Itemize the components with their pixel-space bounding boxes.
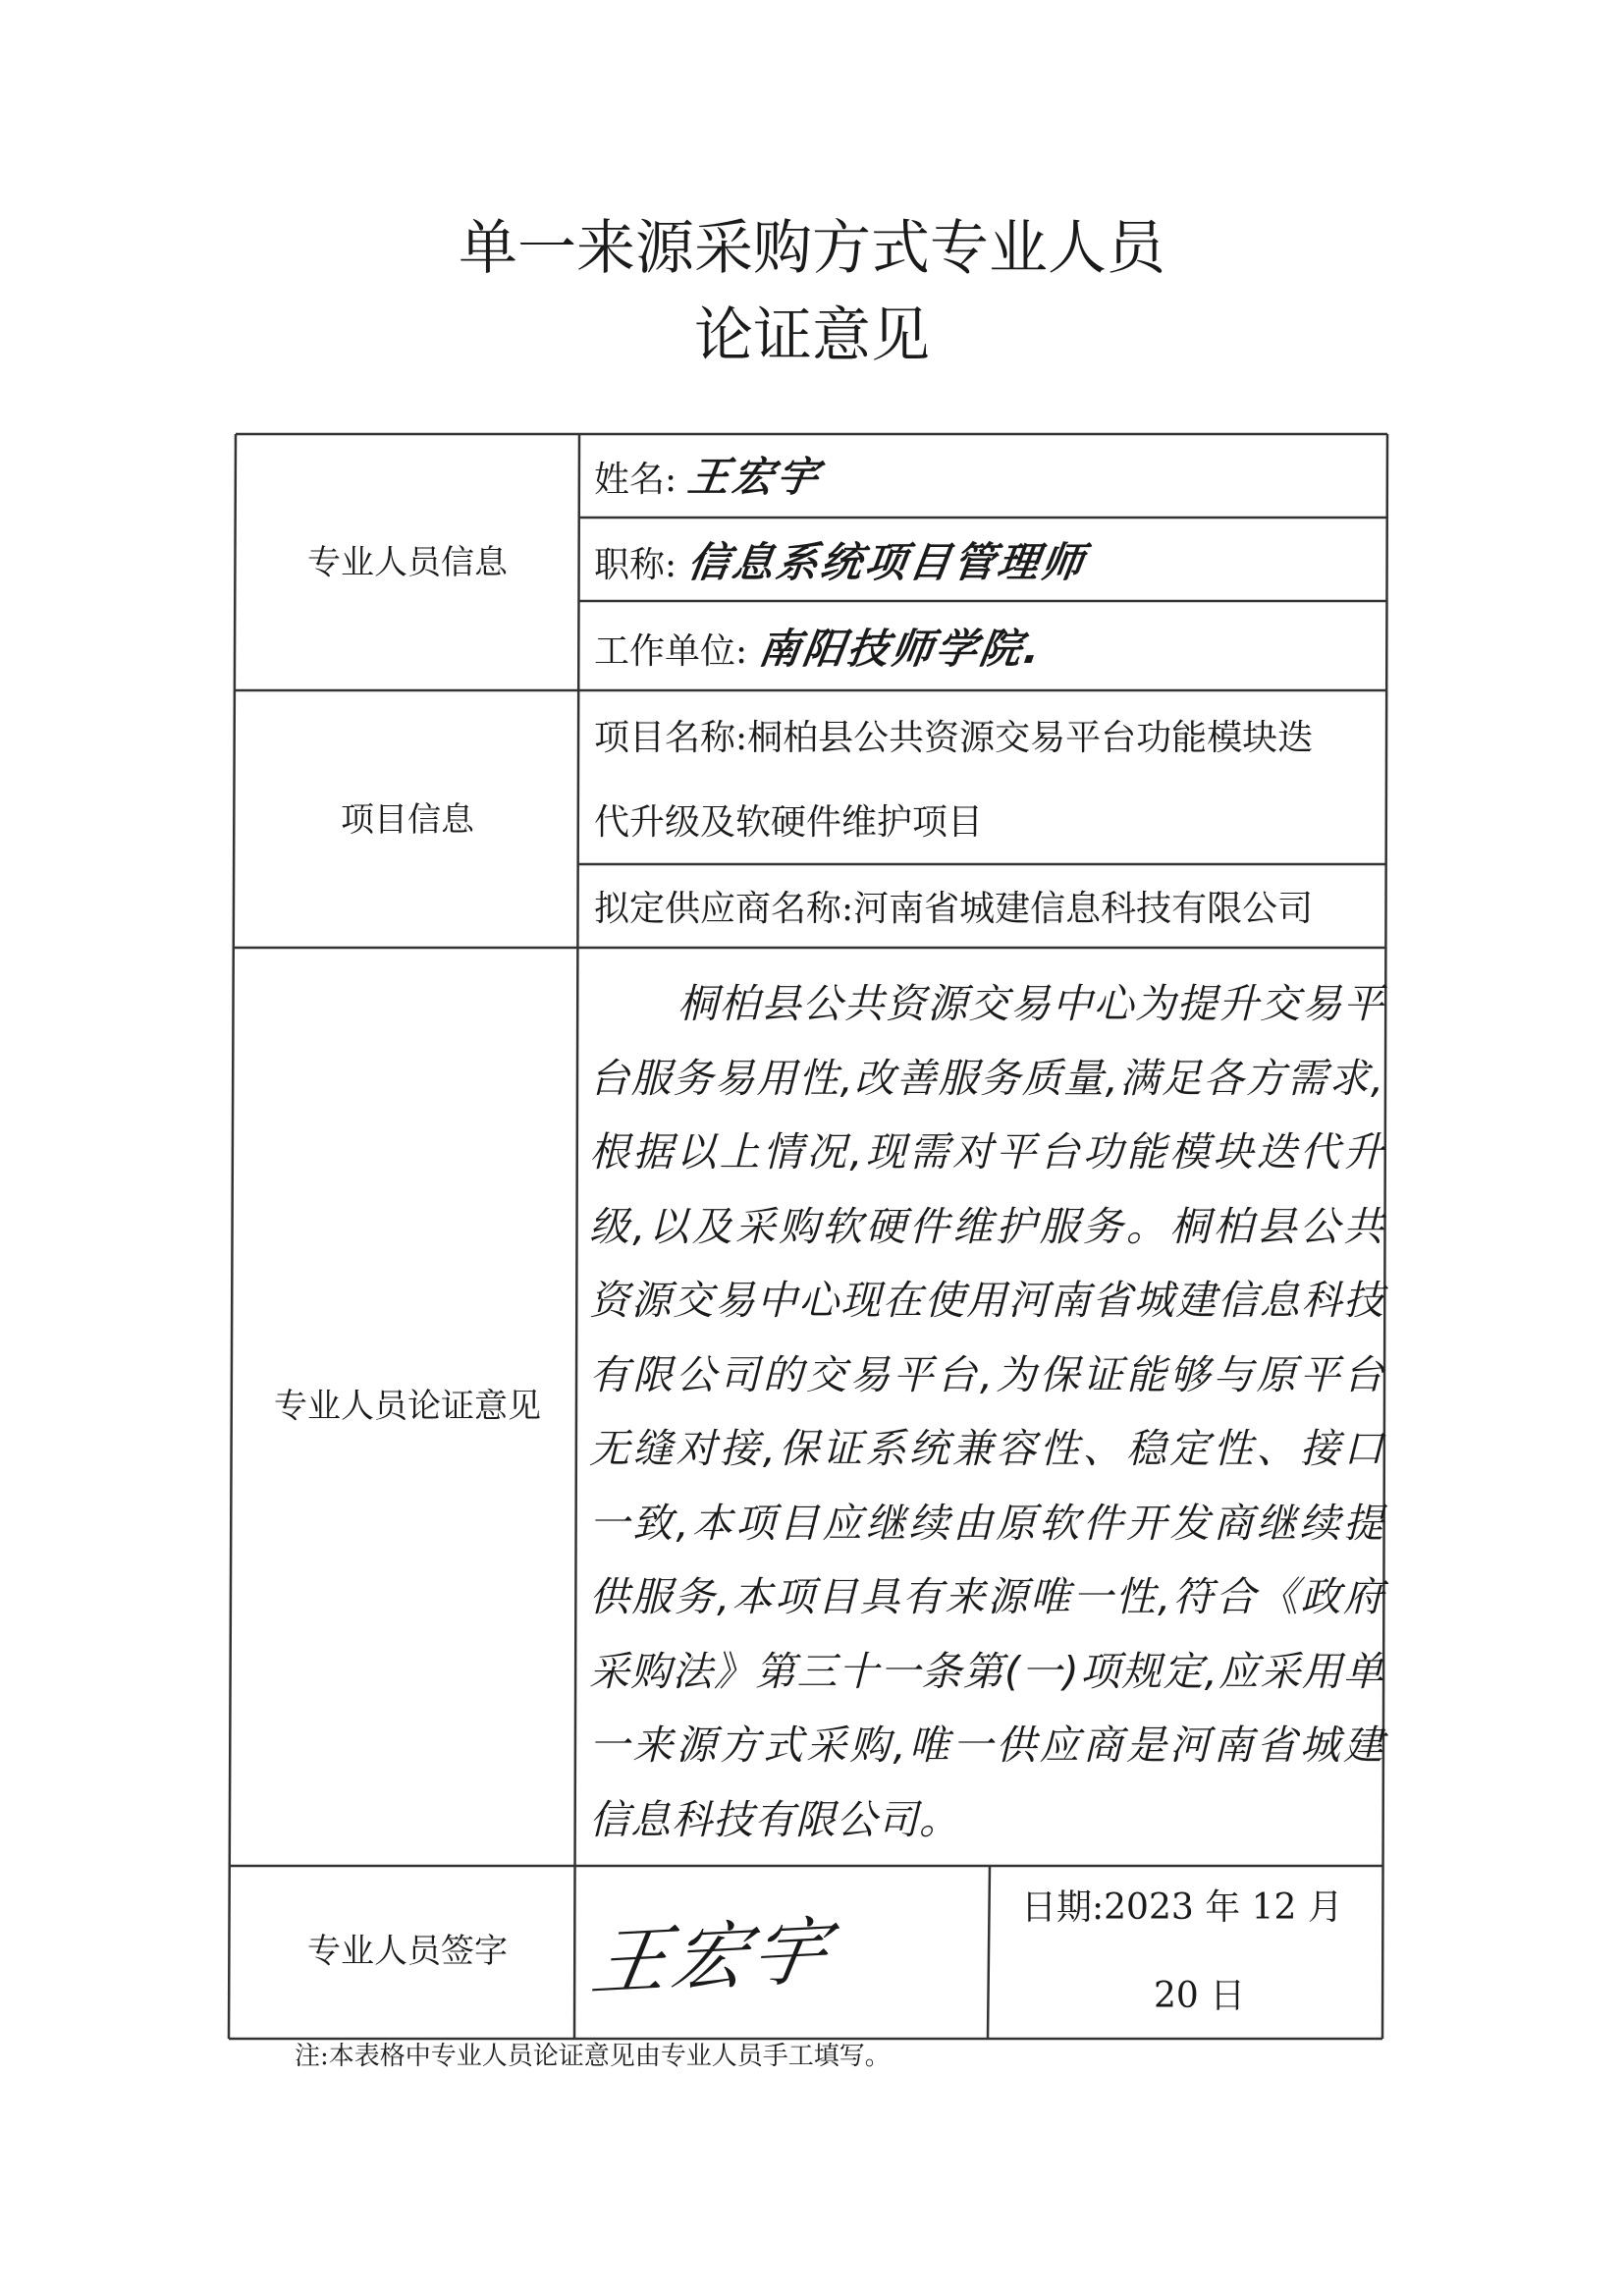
employer-label: 工作单位: xyxy=(594,631,748,672)
signature: 王宏宇 xyxy=(585,1906,839,2007)
project-info-label: 项目信息 xyxy=(341,800,474,840)
date-day: 20 日 xyxy=(1154,1976,1246,2016)
personnel-info-label: 专业人员信息 xyxy=(307,543,508,582)
name-value: 王宏宇 xyxy=(684,453,825,501)
supplier-line: 拟定供应商名称:河南省城建信息科技有限公司 xyxy=(594,889,1314,929)
employer-value: 南阳技师学院. xyxy=(755,625,1047,673)
name-row xyxy=(594,453,825,501)
project-name-line-2: 代升级及软硬件维护项目 xyxy=(594,802,984,843)
signature-label: 专业人员签字 xyxy=(307,1932,508,1971)
employer-row xyxy=(594,625,1047,673)
table-column-divider xyxy=(574,434,579,2039)
opinion-label: 专业人员论证意见 xyxy=(274,1387,541,1426)
name-label: 姓名: xyxy=(594,460,677,500)
document-title-line-2: 论证意见 xyxy=(694,301,930,370)
table-border-left xyxy=(229,434,236,2039)
title-row xyxy=(594,538,1090,586)
footer-note: 注:本表格中专业人员论证意见由专业人员手工填写。 xyxy=(295,2042,891,2071)
signature-date-divider xyxy=(988,1866,990,2039)
document-title-line-1: 单一来源采购方式专业人员 xyxy=(459,214,1165,283)
title-value: 信息系统项目管理师 xyxy=(684,538,1090,586)
project-name-line-1: 项目名称:桐柏县公共资源交易平台功能模块迭 xyxy=(594,718,1314,758)
opinion-text: 桐柏县公共资源交易中心为提升交易平台服务易用性,改善服务质量,满足各方需求,根据以上情况,现需对平台功能模块迭代升级,以及采购软硬件维护服务。桐柏县公共资源交易中心现在使用河南省城建信息科技有限公司的交易平台,为保证能够与原平台无缝对接,保证系统兼容性、稳定性、接口一致,本项目应继续由原软件开发商继续提供服务,本项目具有来源唯一性,符合《政府采购法》第三十一条第(一)项规定,应采用单一来源方式采购,唯一供应商是河南省城建信息科技有限公司。 xyxy=(589,980,1384,1843)
title-label: 职称: xyxy=(594,545,677,585)
date-line: 日期:2023 年 12 月 xyxy=(1021,1887,1343,1928)
